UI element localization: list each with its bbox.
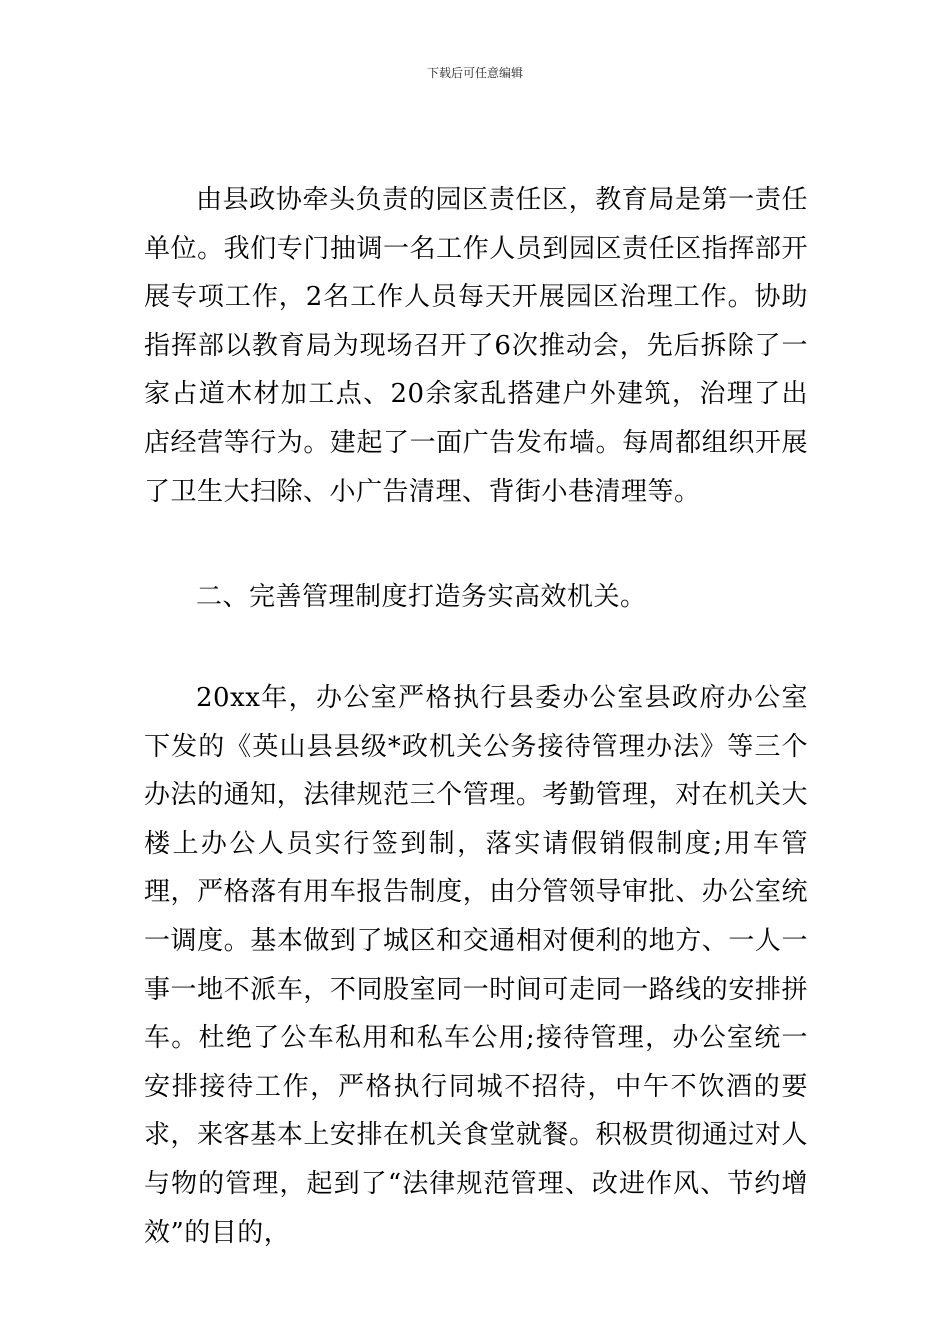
section-heading: 二、完善管理制度打造务实高效机关。 [196, 582, 647, 612]
body-paragraph-2: 20xx年，办公室严格执行县委办公室县政府办公室下发的《英山县县级*政机关公务接待管理办法》等三个办法的通知，法律规范三个管理。考勤管理，对在机关大楼上办公人员实行签到制，落实请假销假制度;用车管理，严格落有用车报告制度，由分管领导审批、办公室统一调度。基本做到了城区和交通相对便利的地方、一人一事一地不派车，不同股室同一时间可走同一路线的安排拼车。杜绝了公车私用和私车公用;接待管理，办公室统一安排接待工作，严格执行同城不招待，中午不饮酒的要求，来客基本上安排在机关食堂就餐。积极贯彻通过对人与物的管理，起到了“法律规范管理、改进作风、节约增效”的目的， [144, 683, 808, 1248]
body-paragraph-1: 由县政协牵头负责的园区责任区，教育局是第一责任单位。我们专门抽调一名工作人员到园区责任区指挥部开展专项工作，2名工作人员每天开展园区治理工作。协助指挥部以教育局为现场召开了6次推动会，先后拆除了一家占道木材加工点、20余家乱搭建户外建筑，治理了出店经营等行为。建起了一面广告发布墙。每周都组织开展了卫生大扫除、小广告清理、背街小巷清理等。 [144, 185, 808, 507]
page-header-note: 下载后可任意编辑 [426, 66, 523, 80]
